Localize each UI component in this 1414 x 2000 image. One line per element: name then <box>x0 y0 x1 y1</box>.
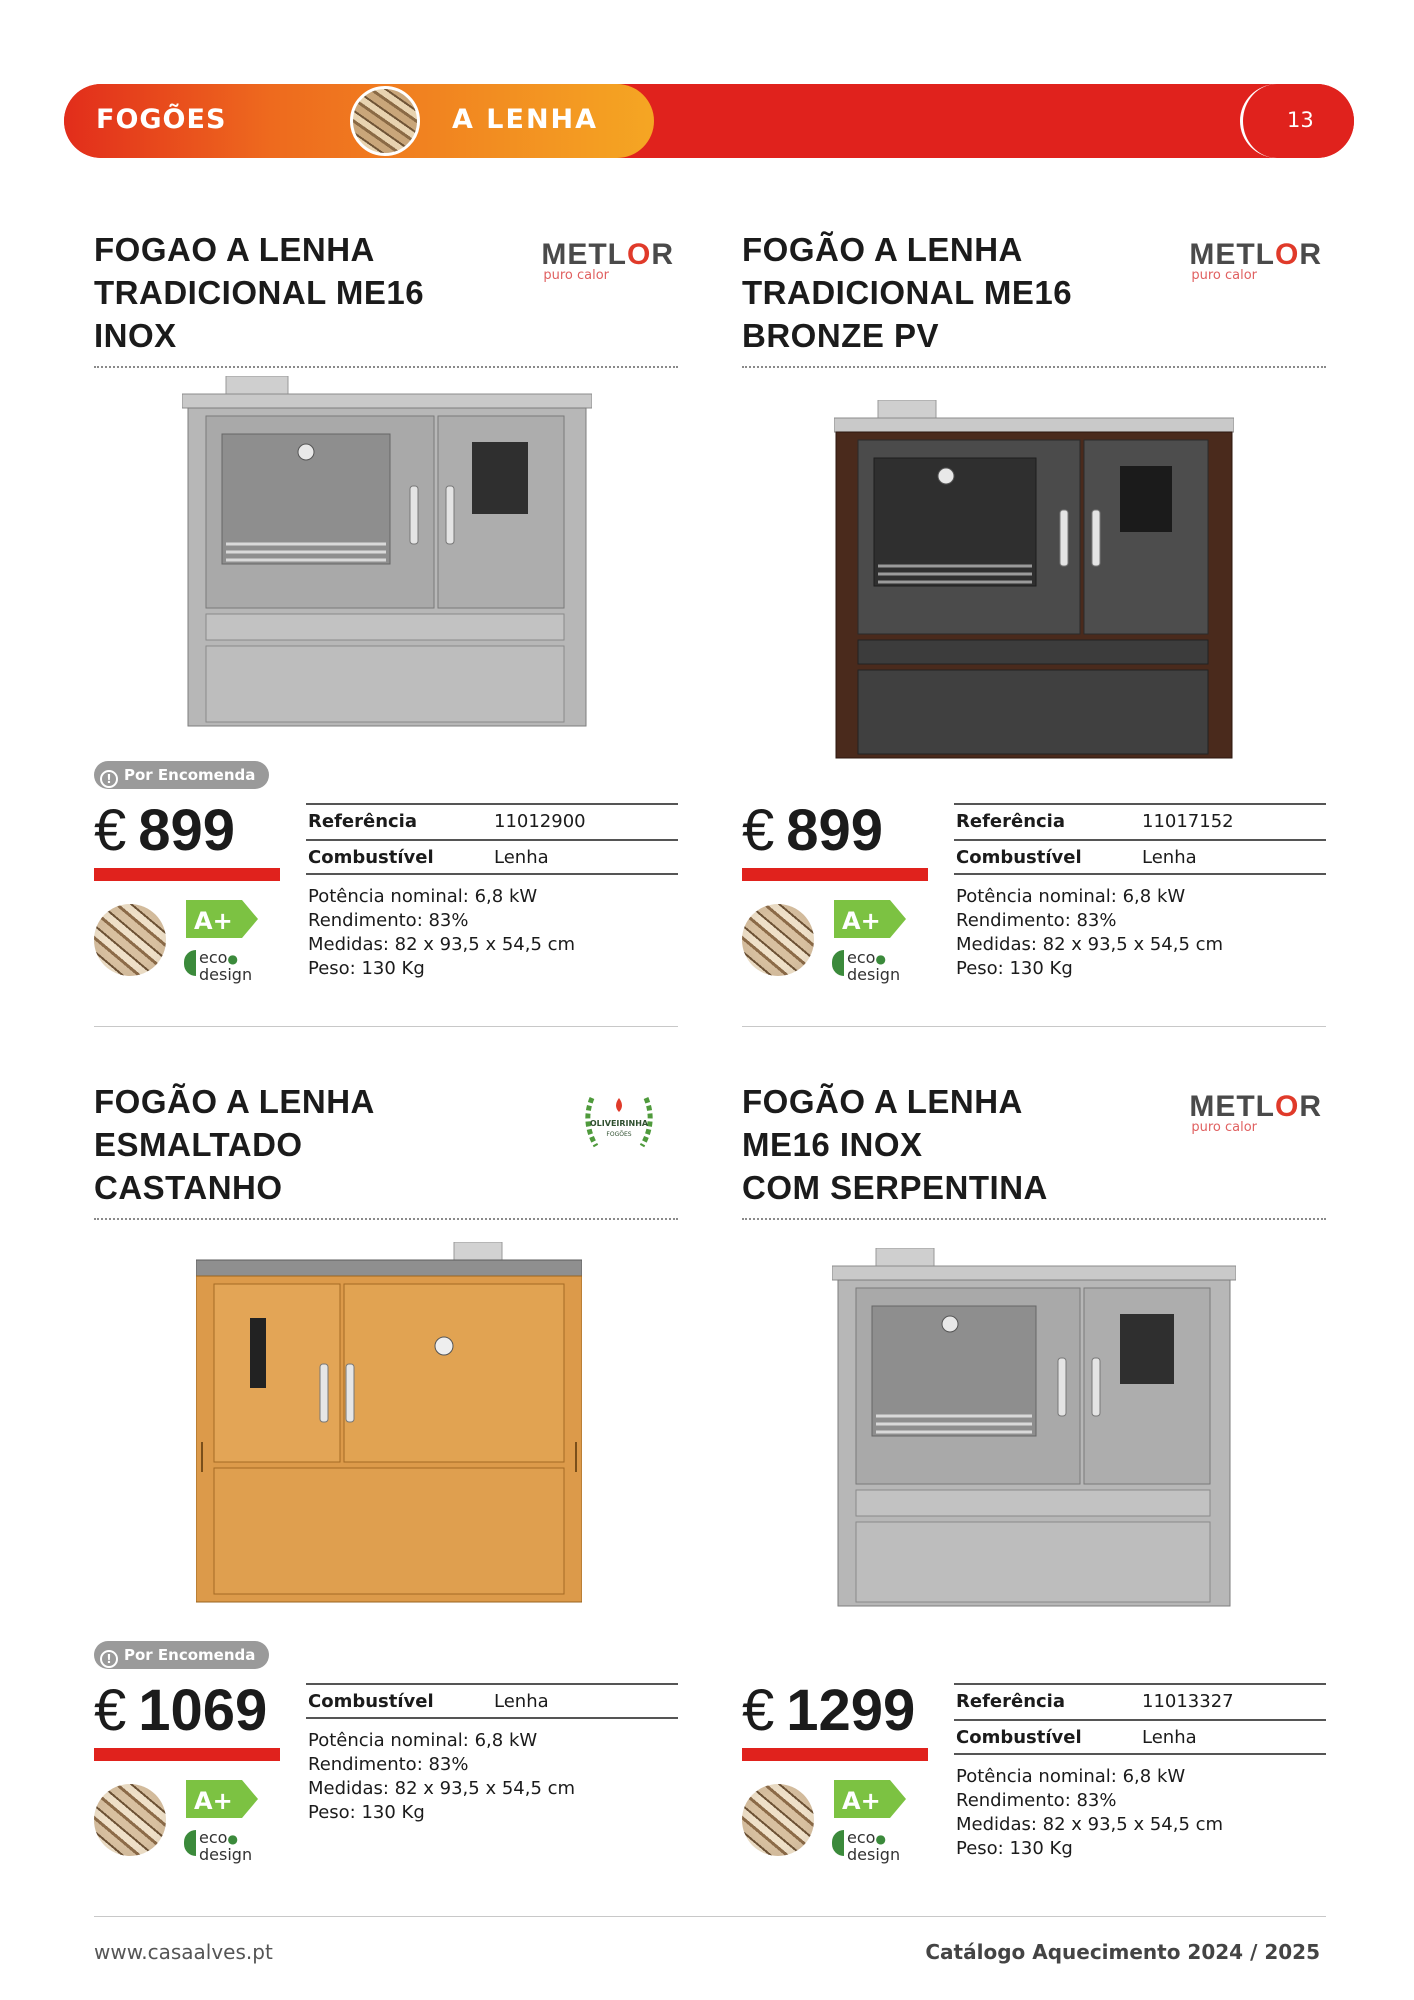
title-divider <box>742 366 1326 368</box>
title-divider <box>94 366 678 368</box>
price: € 1299 <box>742 1678 916 1743</box>
svg-text:A+: A+ <box>842 1787 881 1815</box>
spec-row: Referência 11012900 <box>306 803 678 839</box>
info-icon: ! <box>100 1650 118 1668</box>
product-title: FOGÃO A LENHA TRADICIONAL ME16 BRONZE PV <box>742 231 1073 354</box>
price-underline <box>742 1748 928 1761</box>
spec-details: Potência nominal: 6,8 kW Rendimento: 83% Medidas: 82 x 93,5 x 54,5 cm Peso: 130 Kg <box>308 886 576 979</box>
product-card <box>94 228 678 1028</box>
energy-class-icon <box>834 1780 906 1818</box>
page-number-badge <box>1240 84 1354 158</box>
spec-details: Potência nominal: 6,8 kW Rendimento: 83% Medidas: 82 x 93,5 x 54,5 cm Peso: 130 Kg <box>956 886 1224 979</box>
spec-details: Potência nominal: 6,8 kW Rendimento: 83% Medidas: 82 x 93,5 x 54,5 cm Peso: 130 Kg <box>956 1766 1224 1859</box>
svg-text:A+: A+ <box>194 1787 233 1815</box>
spec-table <box>306 803 678 981</box>
metlor-logo: METLOR puro calor <box>1189 1090 1322 1135</box>
price-underline <box>94 1748 280 1761</box>
ecodesign-icon: eco● design <box>832 950 900 982</box>
banner-category: FOGÕES <box>96 104 227 135</box>
spec-table <box>954 1683 1326 1861</box>
svg-text:A+: A+ <box>194 907 233 935</box>
firewood-icon <box>350 86 420 156</box>
spec-table <box>954 803 1326 981</box>
product-card <box>742 1080 1326 1880</box>
ecodesign-icon: eco● design <box>832 1830 900 1862</box>
spec-row: Referência 11017152 <box>954 803 1326 839</box>
section-banner <box>64 84 1354 158</box>
page-number: 13 <box>1287 108 1314 132</box>
oliveirinha-seal-icon <box>578 1086 660 1160</box>
spec-row: Combustível Lenha <box>954 839 1326 875</box>
firewood-icon <box>742 1784 814 1856</box>
price-underline <box>94 868 280 881</box>
section-separator <box>94 1026 678 1027</box>
spec-details: Potência nominal: 6,8 kW Rendimento: 83% Medidas: 82 x 93,5 x 54,5 cm Peso: 130 Kg <box>308 1730 576 1823</box>
product-photo <box>832 1248 1236 1610</box>
info-icon: ! <box>100 770 118 788</box>
product-photo <box>182 376 592 736</box>
energy-class-icon <box>186 1780 258 1818</box>
title-divider <box>742 1218 1326 1220</box>
spec-row: Combustível Lenha <box>954 1719 1326 1755</box>
spec-table <box>306 1683 678 1825</box>
firewood-icon <box>94 1784 166 1856</box>
ecodesign-icon: eco● design <box>184 1830 252 1862</box>
section-separator <box>742 1026 1326 1027</box>
svg-text:OLIVEIRINHA: OLIVEIRINHA <box>589 1119 649 1128</box>
price: € 1069 <box>94 1678 268 1743</box>
svg-text:A+: A+ <box>842 907 881 935</box>
spec-row: Referência 11013327 <box>954 1683 1326 1719</box>
energy-class-icon <box>834 900 906 938</box>
spec-row: Combustível Lenha <box>306 839 678 875</box>
product-photo <box>196 1242 582 1604</box>
metlor-logo: METLOR puro calor <box>1189 238 1322 283</box>
ecodesign-icon: eco● design <box>184 950 252 982</box>
product-title: FOGÃO A LENHA ME16 INOX COM SERPENTINA <box>742 1083 1048 1206</box>
price: € 899 <box>742 798 884 863</box>
product-title: FOGAO A LENHA TRADICIONAL ME16 INOX <box>94 231 425 354</box>
banner-subcategory: A LENHA <box>452 104 599 135</box>
catalog-title: Catálogo Aquecimento 2024 / 2025 <box>925 1940 1320 1964</box>
order-status-badge: ! Por Encomenda <box>94 761 269 789</box>
energy-class-icon <box>186 900 258 938</box>
spec-row: Combustível Lenha <box>306 1683 678 1719</box>
website-link[interactable]: www.casaalves.pt <box>94 1940 273 1964</box>
footer-separator <box>94 1916 1326 1917</box>
firewood-icon <box>94 904 166 976</box>
product-photo <box>834 400 1234 762</box>
firewood-icon <box>742 904 814 976</box>
price: € 899 <box>94 798 236 863</box>
product-card <box>94 1080 678 1880</box>
price-underline <box>742 868 928 881</box>
order-status-badge: ! Por Encomenda <box>94 1641 269 1669</box>
product-title: FOGÃO A LENHA ESMALTADO CASTANHO <box>94 1083 375 1206</box>
metlor-logo: METLOR puro calor <box>541 238 674 283</box>
product-card <box>742 228 1326 1028</box>
title-divider <box>94 1218 678 1220</box>
svg-text:FOGÕES: FOGÕES <box>606 1131 632 1138</box>
